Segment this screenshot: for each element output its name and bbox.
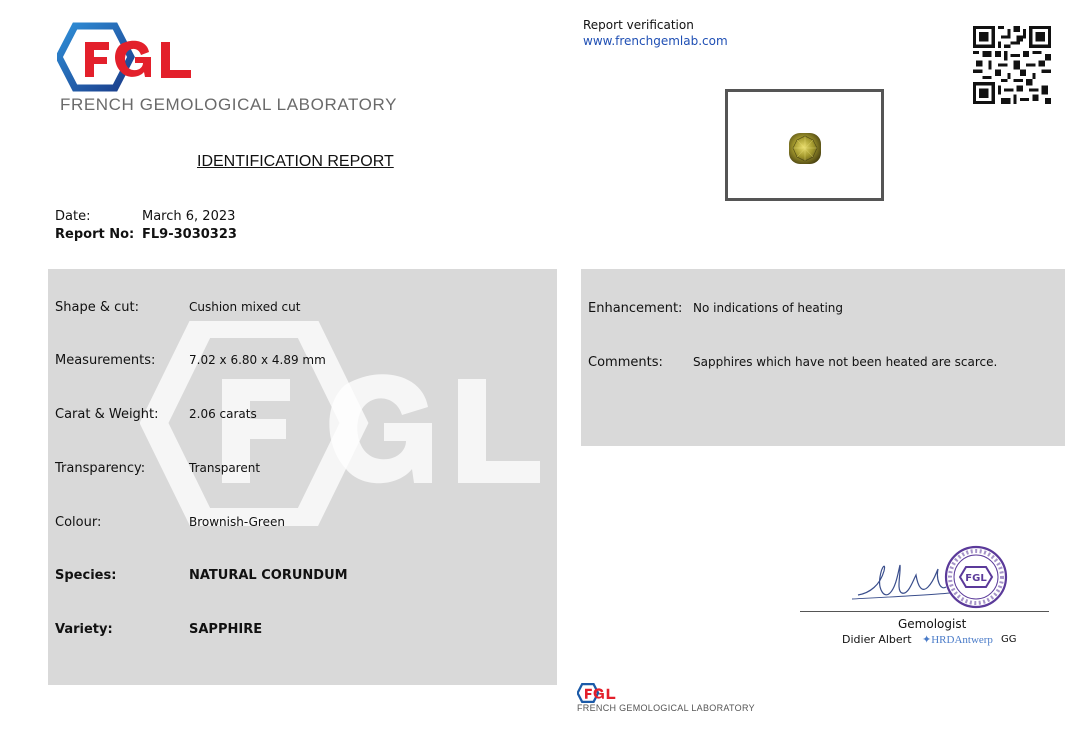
lab-seal-stamp	[946, 547, 1006, 607]
footer-lab-name: FRENCH GEMOLOGICAL LABORATORY	[577, 703, 755, 713]
hrd-affiliation-label: HRDAntwerp	[931, 634, 993, 646]
treatment-value: Sapphires which have not been heated are scarce.	[693, 355, 998, 369]
qr-code-icon	[973, 26, 1051, 104]
lab-name: FRENCH GEMOLOGICAL LABORATORY	[60, 95, 398, 114]
property-label: Measurements:	[55, 353, 156, 368]
property-value: 2.06 carats	[189, 407, 257, 421]
fgl-logo	[57, 22, 197, 92]
gemologist-name: Didier Albert	[842, 633, 912, 646]
property-value: Transparent	[189, 461, 261, 475]
property-label: Transparency:	[55, 461, 146, 476]
property-label: Shape & cut:	[55, 300, 139, 315]
gemologist-credential: GG	[1001, 634, 1017, 645]
treatment-label: Enhancement:	[588, 301, 683, 316]
report-verification	[583, 17, 728, 49]
report-no-label: Report No:	[55, 227, 135, 242]
date-label: Date:	[55, 209, 91, 224]
signature-line	[800, 611, 1049, 612]
property-label: Colour:	[55, 515, 102, 530]
treatment-value: No indications of heating	[693, 301, 844, 315]
verification-url[interactable]: www.frenchgemlab.com	[583, 34, 728, 48]
gemstone-photo	[788, 132, 822, 165]
property-value: Brownish-Green	[189, 515, 285, 529]
properties-panel	[48, 269, 557, 685]
report-title: IDENTIFICATION REPORT	[197, 153, 394, 170]
hrd-affiliation	[922, 633, 993, 646]
property-value: 7.02 x 6.80 x 4.89 mm	[189, 353, 326, 367]
property-label: Species:	[55, 568, 117, 583]
treatment-label: Comments:	[588, 355, 663, 370]
treatment-panel	[581, 269, 1065, 446]
fgl-footer-logo	[577, 683, 617, 703]
gemologist-role: Gemologist	[898, 617, 967, 631]
property-value: SAPPHIRE	[189, 622, 263, 637]
svg-text:FGL: FGL	[965, 573, 987, 584]
property-label: Variety:	[55, 622, 113, 637]
hrd-star-icon: ✦	[922, 634, 932, 646]
gemstone-photo-frame	[725, 89, 884, 201]
fgl-watermark-logo	[140, 321, 540, 526]
property-value: NATURAL CORUNDUM	[189, 568, 348, 583]
property-label: Carat & Weight:	[55, 407, 159, 422]
property-value: Cushion mixed cut	[189, 300, 301, 314]
date-value: March 6, 2023	[142, 209, 236, 224]
verification-label: Report verification	[583, 18, 694, 32]
gemologist-signature	[850, 543, 1015, 613]
report-no-value: FL9-3030323	[142, 227, 237, 242]
